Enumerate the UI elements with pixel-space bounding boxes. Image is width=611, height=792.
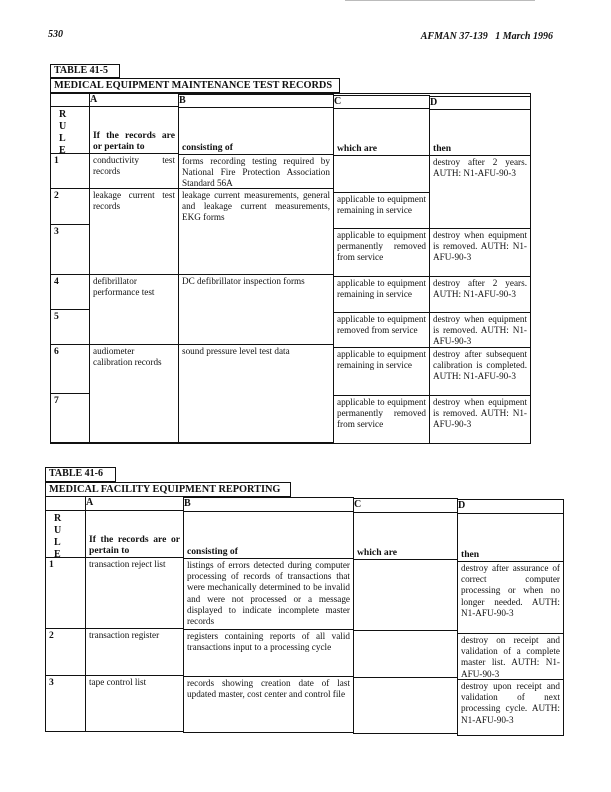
cell-d: destroy after 2 years. AUTH: N1-AFU-90-3 [429,155,531,229]
cell-b: records showing creation date of last updated master, cost center and control file [183,676,354,733]
column-letter-d: D [429,96,531,110]
header-text: which are [337,142,378,154]
header-text: If the records are or pertain to [89,533,180,556]
page-number: 530 [48,29,63,40]
rule-letter: U [54,525,62,536]
rule-letter: E [54,549,61,558]
cell-c [353,630,458,678]
cell-a: audiometer calibration records [89,344,179,443]
rule-letter: R [54,513,62,524]
rule-number: 5 [50,309,90,345]
rule-letter: E [59,145,66,154]
cell-b: sound pressure level test data [178,344,334,443]
column-letter-c: C [353,498,458,513]
rule-number: 2 [50,188,90,225]
rule-number: 1 [45,557,86,629]
cell-b: listings of errors detected during computer processing of records of transactions that were mechanically determined to be invalid and were not processed or a message displayed to indicate incomplete master records [183,558,354,630]
rule-letter: U [59,121,67,132]
cell-a: conductivity test records [89,153,179,189]
column-header-b [178,107,334,155]
cell-a: transaction reject list [85,557,184,629]
cell-c [333,155,430,193]
cell-b: DC defibrillator inspection forms [178,274,334,345]
cell-d: destroy when equipment is removed. AUTH: N1-AFU-90-3 [429,395,531,444]
document-id: AFMAN 37-139 1 March 1996 [420,31,553,42]
column-letter-a: A [89,93,179,107]
rule-number: 6 [50,344,90,394]
rule-header [50,106,90,154]
rule-number: 3 [45,675,86,732]
corner-cell [45,496,86,511]
cell-a: defibrillator performance test [89,274,179,345]
cell-c [353,677,458,734]
cell-d: destroy after assurance of correct computer processing or when no longer needed. AUTH: N1-AFU-90-3 [457,561,564,634]
column-header-a [89,106,179,154]
rule-letter: L [59,133,66,144]
rule-number: 2 [45,628,86,676]
cell-d: destroy when equipment is removed. AUTH: N1-AFU-90-3 [429,228,531,277]
table-label: TABLE 41-5 [50,64,120,78]
cell-c: applicable to equipment remaining in service [333,347,430,396]
cell-b: leakage current measurements, general and leakage current measurements, EKG forms [178,188,334,275]
cell-c: applicable to equipment permanently removed from service [333,228,430,277]
column-header-b [183,511,354,559]
header-text: consisting of [187,545,238,557]
cell-c: applicable to equipment removed from service [333,312,430,348]
cell-c: applicable to equipment permanently removed from service [333,395,430,444]
corner-cell [50,93,90,107]
rule-number: 3 [50,224,90,275]
cell-d: destroy upon receipt and validation of next processing cycle. AUTH: N1-AFU-90-3 [457,679,564,736]
table-title: MEDICAL FACILITY EQUIPMENT REPORTING [45,482,291,497]
cell-c: applicable to equipment remaining in service [333,192,430,229]
header-text: consisting of [182,141,233,153]
cell-c: applicable to equipment remaining in service [333,276,430,313]
column-letter-c: C [333,95,430,109]
rule-header [45,510,86,558]
cell-d: destroy after 2 years. AUTH: N1-AFU-90-3 [429,276,531,313]
cell-b: forms recording testing required by National Fire Protection Association Standard 56A [178,154,334,189]
column-letter-a: A [85,496,184,511]
column-header-d [429,109,531,156]
header-text: which are [357,546,398,558]
cell-c [353,559,458,631]
cell-a: leakage current test records [89,188,179,275]
column-letter-b: B [178,94,334,108]
top-rule-line [345,0,535,1]
table-title: MEDICAL EQUIPMENT MAINTENANCE TEST RECORDS [50,78,340,93]
rule-number: 4 [50,274,90,310]
column-header-d [457,513,564,562]
cell-a: transaction register [85,628,184,676]
cell-d: destroy after subsequent calibration is completed. AUTH: N1-AFU-90-3 [429,347,531,396]
column-header-c [333,108,430,156]
column-header-c [353,512,458,560]
rule-number: 7 [50,393,90,443]
header-text: If the records are or pertain to [93,129,175,152]
table-label: TABLE 41-6 [45,467,116,482]
header-text: then [433,142,452,154]
rule-letter: R [59,109,67,120]
cell-a: tape control list [85,675,184,732]
column-letter-b: B [183,497,354,512]
header-text: then [461,548,480,560]
rule-letter: L [54,537,61,548]
cell-d: destroy on receipt and validation of a complete master list. AUTH: N1-AFU-90-3 [457,633,564,680]
cell-b: registers containing reports of all valid transactions input to a processing cycle [183,629,354,677]
column-header-a [85,510,184,558]
column-letter-d: D [457,499,564,514]
cell-d: destroy when equipment is removed. AUTH: N1-AFU-90-3 [429,312,531,348]
rule-number: 1 [50,153,90,189]
